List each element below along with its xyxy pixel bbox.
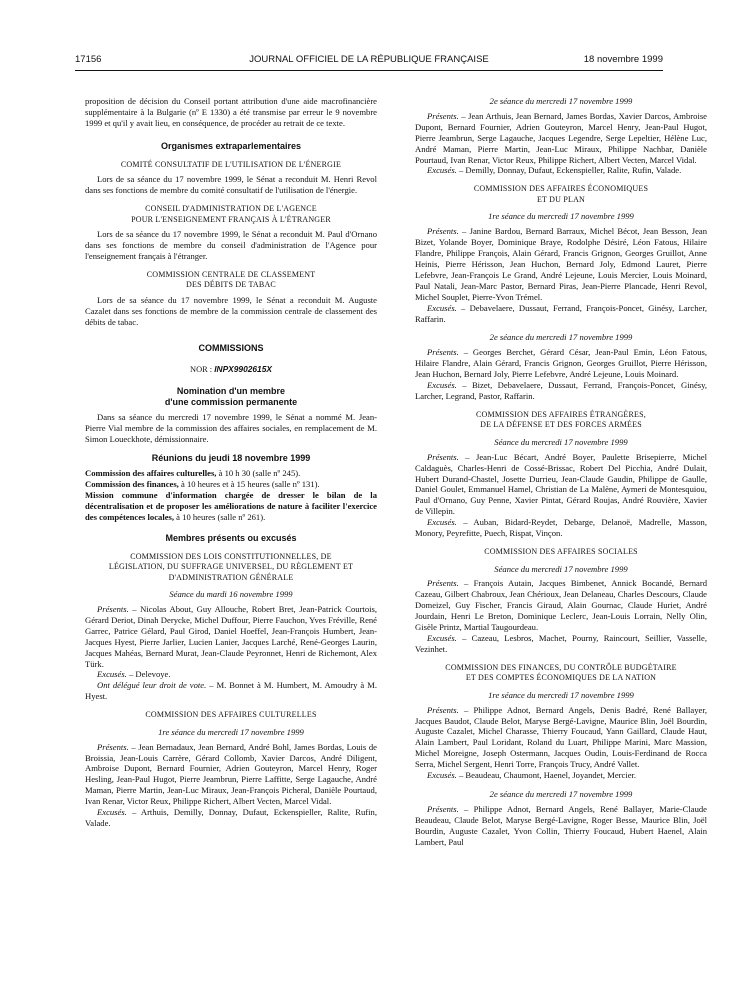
finances-s1-presents: Présents. – Philippe Adnot, Bernard Angels, Denis Badré, René Ballayer, Jacques Baudot, Claude Belot, Maryse Bergé-Lavigne, Maurice Blin, Joël Bourdin, Auguste Cazalet, Michel Charasse, Thierry Foucaud, Yann Gaillard, Claude Haut, Alain Lambert, Paul Loridant, Roland du Luart, Philippe Marini, Marc Massion, Michel Moreigne, Joseph Ostermann, Jacques Oudin, Louis-Ferdinand de Rocca Serra, Michel Sergent, Henri Torre, François Trucy, André Vallet. <box>415 704 707 770</box>
body-title-agence-line2: POUR L'ENSEIGNEMENT FRANÇAIS À L'ÉTRANGER <box>131 214 331 224</box>
sociales-presents: Présents. – François Autain, Jacques Bimbenet, Annick Bocandé, Bernard Cazeau, Gilbert Chabroux, Jean Chérioux, Jean Delaneau, Charles Descours, Claude Domeizel, Guy Fischer, Francis Giraud, Alain Gournac, Claude Huriet, André Jourdain, Henri Le Breton, Dominique Leclerc, Jean-Louis Lorrain, Nelly Olin, Gisèle Printz, Martial Taugourdeau. <box>415 578 707 633</box>
culturelles-s2-presents: Présents. – Jean Arthuis, Jean Bernard, James Bordas, Xavier Darcos, Ambroise Dupont, Bernard Fournier, Adrien Gouteyron, Marcel Henry, Jean-Paul Hugot, Pierre Jeambrun, Serge Lagauche, Jacques Legendre, Serge Lepeltier, Hélène Luc, André Maman, Pierre Martin, Jean-Luc Miraux, Philippe Nachbar, Danièle Pourtaud, Ivan Renar, Victor Reux, Philippe Richert, Albert Vecten, Marcel Vidal. <box>415 110 707 165</box>
sociales-title: COMMISSION DES AFFAIRES SOCIALES <box>484 547 638 556</box>
nomination-title-line1: Nomination d'un membre <box>176 386 286 397</box>
lois-presents: Présents. – Nicolas About, Guy Allouche, Robert Bret, Jean-Patrick Courtois, Gérard Deriot, Dinah Derycke, Michel Duffour, Pierre Fauchon, Yves Fréville, René Garrec, Patrice Gélard, Paul Girod, Daniel Hoeffel, Jean-François Humbert, Jean-Jacques Hyest, Pierre Jarlier, Lucien Lanier, Jacques Larché, René-Georges Laurin, Jacques Mahéas, Bernard Murat, Jean-Claude Peyronnet, Henri de Richemont, Alex Türk. <box>85 604 377 669</box>
etrangeres-title-line1: COMMISSION DES AFFAIRES ÉTRANGÈRES, <box>476 409 646 419</box>
sociales-excuses: Excusés. – Cazeau, Lesbros, Machet, Pourny, Raincourt, Seillier, Vasselle, Vezinhet. <box>415 632 707 654</box>
lois-title-line1: COMMISSION DES LOIS CONSTITUTIONNELLES, DE <box>130 551 332 561</box>
section-title-organismes: Organismes extraparlementaires <box>160 140 302 151</box>
economiques-s1-excuses: Excusés. – Debavelaere, Dussaut, Ferrand, François-Poncet, Ginésy, Larcher, Raffarin. <box>415 302 707 324</box>
finances-session-2: 2e séance du mercredi 17 novembre 1999 <box>489 789 633 799</box>
page-header <box>75 52 663 71</box>
economiques-title-line1: COMMISSION DES AFFAIRES ÉCONOMIQUES <box>473 184 649 194</box>
finances-s2-presents: Présents. – Philippe Adnot, Bernard Angels, René Ballayer, Marie-Claude Beaudeau, Claude Belot, Maryse Bergé-Lavigne, Roger Besse, Maurice Blin, Joël Bourdin, Auguste Cazalet, Yvon Collin, Thierry Foucaud, Hubert Haenel, Alain Lambert, Paul <box>415 803 707 847</box>
culturelles-s1-presents: Présents. – Jean Bernadaux, Jean Bernard, André Bohl, James Bordas, Louis de Broissia, Jean-Louis Carrère, Gérard Collomb, Xavier Darcos, André Diligent, Ambroise Dupont, Bernard Fournier, Adrien Gouteyron, Marcel Henry, Roger Hesling, Jean-Paul Hugot, Pierre Jeambrun, Pierre Laffitte, Serge Lagauche, André Maman, Pierre Martin, Jean-Luc Miraux, Jean-François Picheral, Danièle Pourtaud, Ivan Renar, Victor Reux, Philippe Richert, Albert Vecten, Marcel Vidal. <box>85 741 377 807</box>
body-title-agence-line1: CONSEIL D'ADMINISTRATION DE L'AGENCE <box>145 204 317 214</box>
nomination-title-line2: d'une commission permanente <box>164 397 298 408</box>
paragraph-nomination: Dans sa séance du mercredi 17 novembre 1999, le Sénat a nommé M. Jean-Pierre Vial membre de la commission des affaires sociales, en remplacement de M. Simon Loueckhote, démissionnaire. <box>85 412 377 445</box>
left-column <box>85 96 377 829</box>
lois-excuses: Excusés. – Delevoye. <box>97 669 171 680</box>
paragraph-tabac: Lors de sa séance du 17 novembre 1999, le Sénat a reconduit M. Auguste Cazalet dans ses fonctions de membre de la commission centrale de classement des débits de tabac. <box>85 294 377 327</box>
finances-s1-excuses: Excusés. – Beaudeau, Chaumont, Haenel, Joyandet, Mercier. <box>427 770 637 781</box>
economiques-s2-presents: Présents. – Georges Berchet, Gérard César, Jean-Paul Emin, Léon Fatous, Hilaire Flandre, Alain Gérard, Francis Grignon, Georges Gruillot, Pierre Hérisson, Jean Huchon, Bernard Joly, Pierre Lefebvre, André Lejeune, Louis Moinard. <box>415 347 707 380</box>
sociales-session: Séance du mercredi 17 novembre 1999 <box>494 563 628 574</box>
journal-title: JOURNAL OFFICIEL DE LA RÉPUBLIQUE FRANÇAISE <box>249 54 489 65</box>
economiques-title-line2: ET DU PLAN <box>536 194 586 204</box>
etrangeres-title-line2: DE LA DÉFENSE ET DES FORCES ARMÉES <box>480 420 642 430</box>
reunion-mission: Mission commune d'information chargée de dresser le bilan de la décentralisation et de proposer les améliorations de nature à faciliter l'exercice des compétences locales, à 10 heures (salle nº 261). <box>85 489 377 522</box>
page-number: 17156 <box>75 54 102 65</box>
lois-session: Séance du mardi 16 novembre 1999 <box>169 589 293 600</box>
culturelles-title: COMMISSION DES AFFAIRES CULTURELLES <box>145 710 317 720</box>
etrangeres-presents: Présents. – Jean-Luc Bécart, André Boyer, Paulette Brisepierre, Michel Caldaguès, Charles-Henri de Cossé-Brissac, Robert Del Picchia, André Dulait, Hubert Durand-Chastel, Josette Durrieu, Jean-Claude Gaudin, Philippe de Gaulle, Daniel Goulet, Emmanuel Hamel, Christian de La Malène, Aymeri de Montesquiou, Paul d'Ornano, Guy Penne, Xavier Pintat, Gérard Roujas, André Rouvière, Xavier de Villepin. <box>415 451 707 517</box>
section-title-commissions: COMMISSIONS <box>198 343 264 354</box>
paragraph-energie: Lors de sa séance du 17 novembre 1999, le Sénat a reconduit M. Henri Revol dans ses fonctions de membre du comité consultatif de l'utilisation de l'énergie. <box>85 174 377 196</box>
economiques-session-1: 1re séance du mercredi 17 novembre 1999 <box>488 211 634 222</box>
body-title-tabac-line1: COMMISSION CENTRALE DE CLASSEMENT <box>146 269 316 279</box>
finances-session-1: 1re séance du mercredi 17 novembre 1999 <box>488 689 634 700</box>
nor-reference: NOR : INPX9902615X <box>190 364 272 375</box>
body-title-tabac-line2: DES DÉBITS DE TABAC <box>186 280 276 290</box>
right-column <box>415 96 707 848</box>
economiques-s2-excuses: Excusés. – Bizet, Debavelaere, Dussaut, Ferrand, François-Poncet, Ginésy, Larcher, Legrand, Pastor, Raffarin. <box>415 380 707 401</box>
reunion-finances: Commission des finances, à 10 heures et à 15 heures (salle nº 131). <box>85 479 320 489</box>
membres-title: Membres présents ou excusés <box>165 532 297 543</box>
lois-delegue: Ont délégué leur droit de vote. – M. Bonnet à M. Humbert, M. Amoudry à M. Hyest. <box>85 680 377 702</box>
reunion-culturelles: Commission des affaires culturelles, à 10 h 30 (salle nº 245). <box>85 468 301 479</box>
etrangeres-excuses: Excusés. – Auban, Bidard-Reydet, Debarge, Delanoë, Madrelle, Masson, Monory, Peyrefitte, Puech, Rispat, Vinçon. <box>415 517 707 539</box>
body-title-energie: COMITÉ CONSULTATIF DE L'UTILISATION DE L'ÉNERGIE <box>120 159 342 169</box>
culturelles-session-1: 1re séance du mercredi 17 novembre 1999 <box>158 726 304 737</box>
lois-title-line3: D'ADMINISTRATION GÉNÉRALE <box>168 572 294 582</box>
finances-title-line2: ET DES COMPTES ÉCONOMIQUES DE LA NATION <box>465 673 657 683</box>
economiques-session-2: 2e séance du mercredi 17 novembre 1999 <box>489 332 633 343</box>
intro-paragraph: proposition de décision du Conseil portant attribution d'une aide macrofinancière supplémentaire à la Bulgarie (nº E 1330) a été transmise par erreur le 9 novembre 1999 et qu'il y avait lieu, en conséquence, de procéder au retrait de ce texte. <box>85 96 377 128</box>
economiques-s1-presents: Présents. – Janine Bardou, Bernard Barraux, Michel Bécot, Jean Besson, Jean Bizet, Yolande Boyer, Dominique Braye, Rodolphe Désiré, Léon Fatous, Hilaire Flandre, Philippe François, Alain Gérard, Francis Grignon, Georges Gruillot, Anne Heinis, Pierre Hérisson, Jean Huchon, Bernard Joly, Edmond Lauret, Pierre Lefebvre, Jean-François Le Grand, André Lejeune, Louis Mercier, Louis Moinard, Paul Natali, Jean-Marc Pastor, Bernard Piras, Jean-Pierre Plancade, Henri Revol, Michel Souplet, Pierre-Yvon Trémel. <box>415 226 707 302</box>
issue-date: 18 novembre 1999 <box>583 54 663 65</box>
reunions-title: Réunions du jeudi 18 novembre 1999 <box>151 453 311 464</box>
finances-title-line1: COMMISSION DES FINANCES, DU CONTRÔLE BUDGÉTAIRE <box>445 662 677 672</box>
lois-title-line2: LÉGISLATION, DU SUFFRAGE UNIVERSEL, DU RÈGLEMENT ET <box>108 562 354 572</box>
culturelles-session-2: 2e séance du mercredi 17 novembre 1999 <box>489 96 633 106</box>
etrangeres-session: Séance du mercredi 17 novembre 1999 <box>494 436 628 447</box>
culturelles-s1-excuses: Excusés. – Arthuis, Demilly, Donnay, Dufaut, Eckenspieller, Ralite, Rufin, Valade. <box>85 807 377 828</box>
paragraph-agence: Lors de sa séance du 17 novembre 1999, le Sénat a reconduit M. Paul d'Ornano dans ses fonctions de membre du conseil d'administration de l'Agence pour l'enseignement français à l'étranger. <box>85 229 377 261</box>
culturelles-s2-excuses: Excusés. – Demilly, Donnay, Dufaut, Eckenspieller, Ralite, Rufin, Valade. <box>427 165 682 176</box>
